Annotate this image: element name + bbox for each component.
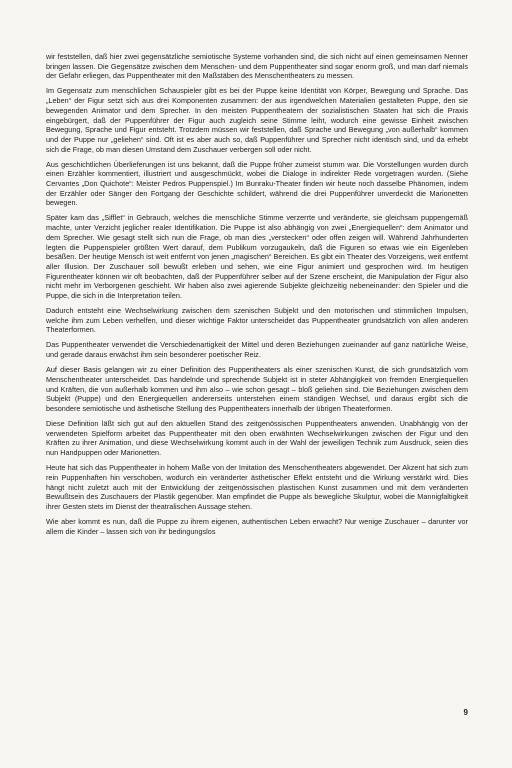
paragraph-2: Im Gegensatz zum menschlichen Schauspieler gibt es bei der Puppe keine Identität von Körper, Bewegung und Sprache. Das „Leben“ der Figur setzt sich aus drei Komponenten zusammen: der aus irgendwelchen Materialien gestalteten Puppe, den sie bewegenden Animator und dem Sprecher. In den meisten Puppentheatern der sozialistischen Staaten hat sich die Praxis eingebürgert, daß der Puppenführer der Figur auch zugleich seine Stimme leiht, wodurch eine gewisse Einheit zwischen Bewegung, Sprache und Figur entsteht. Trotzdem müssen wir feststellen, daß Sprache und Bewegung „von außerhalb“ kommen und der Puppe nur „geliehen“ sind. Oft ist es aber auch so, daß Puppenführer und Sprecher nicht identisch sind, und da erhebt sich die Frage, ob man diesen Umstand dem Zuschauer verbergen soll oder nicht. <box>46 86 468 154</box>
body-text <box>46 52 468 542</box>
paragraph-4: Später kam das „Sifflet“ in Gebrauch, welches die menschliche Stimme verzerrte und veränderte, sie gleichsam puppengemäß machte, unter Verzicht jeglicher realer Identifikation. Die Puppe ist also abhängig von zwei „Energiequellen“: dem Animator und dem Sprecher. Wie gesagt stellt sich nun die Frage, ob man dies „verstecken“ oder offen zeigen will. Während Jahrhunderten legten die Puppenspieler größten Wert darauf, dem Publikum vorzugaukeln, daß die Figuren so etwas wie ein Eigenleben besäßen. Der heutige Mensch ist weit entfernt von jenen „magischen“ Bereichen. Es gibt ein Theater des Vorzeigens, weit entfernt aller Illusion. Der Zuschauer soll bewußt erleben und sehen, wie eine Figur animiert und gesprochen wird. Im heutigen Figurentheater können wir oft beobachten, daß der Puppenführer selber auf der Szene erscheint, die Manipulation der Figur also nicht mehr im Verborgenen geschieht. Wir haben also zwei agierende Subjekte gleichzeitig nebeneinander: den Spieler und die Puppe, die sich in die Interpretation teilen. <box>46 213 468 301</box>
paragraph-1: wir feststellen, daß hier zwei gegensätzliche semiotische Systeme vorhanden sind, die sich nicht auf einen gemeinsamen Nenner bringen lassen. Die Gegensätze zwischen dem Menschen- und dem Puppentheater sind sogar enorm groß, und man darf niemals der Gefahr erliegen, das Puppentheater mit den Maßstäben des Menschentheaters zu messen. <box>46 52 468 81</box>
paragraph-9: Heute hat sich das Puppentheater in hohem Maße von der Imitation des Menschentheaters abgewendet. Der Akzent hat sich zum rein Puppenhaften hin verschoben, wodurch ein veränderter ästhetischer Effekt entsteht und die Wirkung verstärkt wird. Dies hängt nicht zuletzt auch mit der Entwicklung der zeitgenössischen plastischen Kunst zusammen und mit dem veränderten Bewußtsein des Zuschauers der Plastik gegenüber. Man empfindet die Puppe als bewegliche Skulptur, wobei die Mannigfaltigkeit ihrer Gesten stets im Dienst der theatralischen Aussage stehen. <box>46 463 468 511</box>
paragraph-7: Auf dieser Basis gelangen wir zu einer Definition des Puppentheaters als einer szenischen Kunst, die sich grundsätzlich vom Menschentheater unterscheidet. Das handelnde und sprechende Subjekt ist in steter Abhängigkeit von fremden Energiequellen und Kräften, die von außerhalb kommen und ihm also – wie schon gesagt – bloß geliehen sind. Die Beziehungen zwischen dem Subjekt (Puppe) und den Energiequellen andererseits unterstehen einem ständigen Wechsel, und daraus ergibt sich die besondere semiotische und ästhetische Stellung des Puppentheaters innerhalb der übrigen Theaterformen. <box>46 365 468 413</box>
paragraph-5: Dadurch entsteht eine Wechselwirkung zwischen dem szenischen Subjekt und den motorischen und stimmlichen Impulsen, welche ihm zum Leben verhelfen, und dieser wichtige Faktor unterscheidet das Puppentheater grundsätzlich von allen anderen Theaterformen. <box>46 306 468 335</box>
paragraph-8: Diese Definition läßt sich gut auf den aktuellen Stand des zeitgenössischen Puppentheaters anwenden. Unabhängig von der verwendeten Spielform arbeitet das Puppentheater mit den oben erwähnten Wechselwirkungen zwischen der Figur und den Kräften zu ihrer Animation, und diese Wechselwirkung kommt auch in der Wahl der jeweiligen Technik zum Ausdruck, seien dies nun Handpuppen oder Marionetten. <box>46 418 468 458</box>
paragraph-3: Aus geschichtlichen Überlieferungen ist uns bekannt, daß die Puppe früher zumeist stumm war. Die Vorstellungen wurden durch einen Erzähler kommentiert, illustriert und ausgeschmückt, wobei die Dialoge in indirekter Rede vorgetragen wurden. (Siehe Cervantes „Don Quichote“: Meister Pedros Puppenspiel.) Im Bunraku-Theater finden wir heute noch dasselbe Phänomen, indem der Erzähler oder Sänger den Fortgang der Geschichte schildert, während die drei Puppenführer unverdeckt die Marionetten bewegen. <box>46 159 468 208</box>
paragraph-10: Wie aber kommt es nun, daß die Puppe zu ihrem eigenen, authentischen Leben erwacht? Nur wenige Zuschauer – darunter vor allem die Kinder – lassen sich von ihr bedingungslos <box>46 516 468 536</box>
page-number: 9 <box>463 708 468 717</box>
paragraph-6: Das Puppentheater verwendet die Verschiedenartigkeit der Mittel und deren Beziehungen zueinander auf ganz natürliche Weise, und gerade daraus erwächst ihm sein besonderer poetischer Reiz. <box>46 340 468 360</box>
